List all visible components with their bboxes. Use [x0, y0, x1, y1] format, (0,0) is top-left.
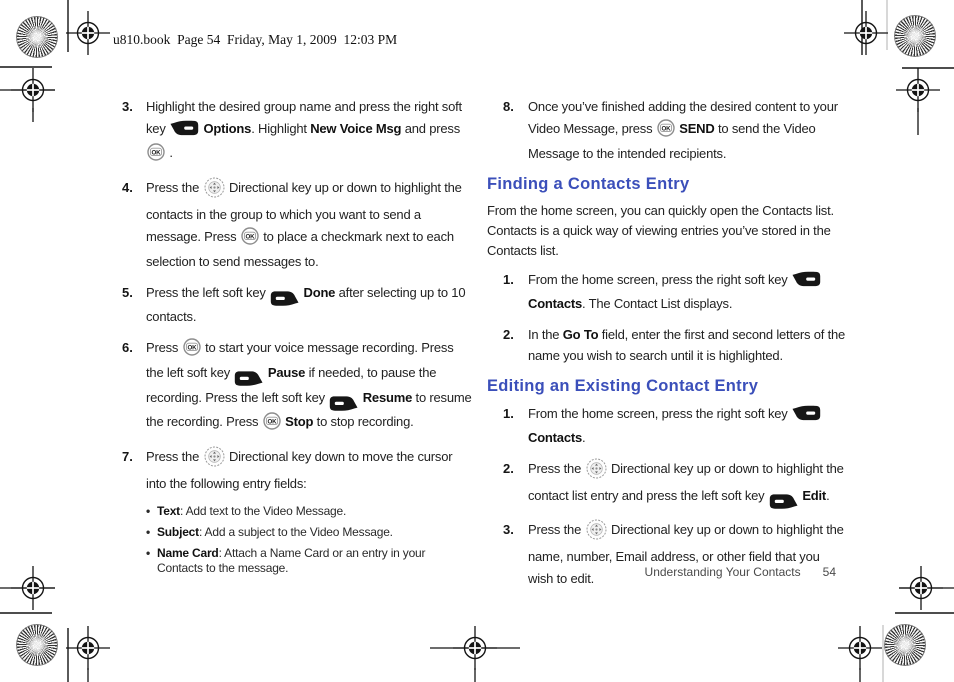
footer-page-number: 54: [822, 565, 836, 579]
step-text: [146, 96, 474, 168]
text-run: .: [166, 145, 173, 160]
bold-text: Contacts: [528, 296, 583, 311]
text-run: From the home screen, you can quickly open the Contacts list. Contacts is a quick way of viewing entries you’ve stored in the Contacts list.: [487, 202, 834, 258]
column-right: [487, 96, 847, 598]
text-run: Once you’ve finished adding the desired content to your Video Message, press: [528, 99, 838, 136]
step-item: [122, 337, 474, 437]
page-footer: [487, 565, 836, 579]
bullet-item: [146, 546, 474, 576]
step-item: [122, 177, 474, 273]
directional-key-icon: [204, 177, 225, 205]
bullet-dot: •: [146, 524, 151, 539]
text-run: Directional key up or down to highlight the contacts in the group to which you want to send a message. Press: [146, 179, 462, 244]
ok-key-icon: [183, 338, 201, 363]
column-left: [122, 96, 474, 582]
text-run: to stop recording.: [313, 414, 414, 429]
bullet-item: [146, 525, 474, 540]
left-soft-key-icon: [234, 364, 263, 387]
text-run: Press the left soft key: [146, 284, 270, 300]
bold-text: Edit: [802, 488, 827, 503]
bullet-dot: •: [146, 545, 151, 560]
footer-section-title: Understanding Your Contacts: [644, 565, 801, 579]
directional-key-icon: [586, 519, 607, 547]
ok-key-icon: [657, 119, 675, 144]
svg-text:OK: OK: [151, 149, 161, 157]
bold-text: Contacts: [528, 430, 583, 445]
step-item: [487, 96, 847, 165]
step-number: 2.: [503, 326, 514, 342]
right-soft-key-icon: [792, 405, 821, 428]
pinwheel-mark-icon: [894, 15, 936, 57]
step-number: 2.: [503, 460, 514, 476]
step-number: 1.: [503, 405, 514, 421]
ok-key-icon: [147, 143, 165, 168]
bold-text: Stop: [285, 414, 314, 429]
step-text: [528, 403, 847, 449]
bold-text: SEND: [679, 120, 715, 136]
step-text: [146, 177, 474, 273]
text-run: to send the Video Message to the intended recipients.: [528, 120, 816, 161]
section-heading: Finding a Contacts Entry: [487, 174, 690, 193]
text-run: From the home screen, press the right soft key: [528, 271, 791, 287]
step-item: [122, 96, 474, 168]
step-number: 7.: [122, 448, 133, 464]
text-run: .: [826, 488, 830, 503]
bold-text: Done: [303, 284, 336, 300]
paragraph: [487, 201, 847, 261]
text-run: : Add text to the Video Message.: [179, 503, 347, 518]
step-text: [528, 458, 847, 510]
bold-text: New Voice Msg: [310, 120, 402, 136]
bullet-item: [146, 504, 474, 519]
ok-key-icon: [263, 412, 281, 437]
text-run: In the: [528, 326, 563, 342]
document-header: u810.book Page 54 Friday, May 1, 2009 12:03 PM: [113, 32, 398, 47]
text-run: Highlight the desired group name and press the right soft key: [146, 99, 462, 136]
bold-text: Subject: [157, 524, 199, 539]
section-heading: Editing an Existing Contact Entry: [487, 376, 759, 395]
directional-key-icon: [204, 446, 225, 474]
pinwheel-mark-icon: [16, 16, 58, 58]
step-number: 1.: [503, 271, 514, 287]
text-run: .: [582, 430, 586, 445]
right-soft-key-icon: [792, 271, 821, 294]
text-run: and press: [401, 120, 460, 136]
text-run: Directional key up or down to highlight the name, number, Email address, or other field that you wish to edit.: [528, 521, 844, 586]
text-run: . The Contact List displays.: [582, 296, 733, 311]
step-item: [487, 324, 847, 367]
step-text: [528, 324, 847, 367]
step-number: 8.: [503, 99, 514, 114]
bullet-text: [157, 504, 346, 519]
text-run: to place a checkmark next to each selection to send messages to.: [146, 228, 454, 269]
pinwheel-mark-icon: [884, 624, 926, 666]
text-run: . Highlight: [251, 120, 311, 136]
step-text: [528, 96, 847, 165]
svg-text:OK: OK: [267, 418, 277, 426]
left-soft-key-icon: [270, 284, 299, 307]
step-number: 6.: [122, 339, 133, 355]
svg-text:OK: OK: [245, 232, 255, 240]
step-item: [122, 282, 474, 328]
step-item: [487, 269, 847, 315]
step-number: 3.: [503, 521, 514, 537]
step-text: [146, 446, 474, 495]
step-number: 3.: [122, 99, 133, 114]
bold-text: Text: [157, 503, 180, 518]
bold-text: Name Card: [157, 545, 219, 560]
directional-key-icon: [586, 458, 607, 486]
bullet-text: [157, 525, 393, 540]
text-run: Directional key down to move the cursor into the following entry fields:: [146, 448, 453, 491]
step-item: [487, 403, 847, 449]
left-soft-key-icon: [769, 487, 798, 510]
text-run: field, enter the first and second letters of the name you wish to search until it is highlighted.: [528, 326, 846, 363]
text-run: : Add a subject to the Video Message.: [198, 524, 393, 539]
text-run: : Attach a Name Card or an entry in your Contacts to the message.: [157, 545, 426, 575]
bold-text: Options: [203, 120, 252, 136]
text-run: if needed, to pause the recording. Press the left soft key: [146, 365, 437, 405]
text-run: Press: [146, 339, 182, 355]
text-run: to resume the recording. Press: [146, 389, 472, 429]
bullet-text: [157, 546, 474, 576]
right-soft-key-icon: [170, 120, 199, 143]
text-run: after selecting up to 10 contacts.: [146, 284, 466, 324]
step-number: 4.: [122, 179, 133, 195]
bold-text: Resume: [362, 389, 413, 405]
text-run: Press the: [146, 448, 203, 464]
step-text: [146, 282, 474, 328]
text-run: From the home screen, press the right soft key: [528, 405, 791, 421]
step-text: [528, 269, 847, 315]
bold-text: Pause: [267, 365, 306, 380]
text-run: Press the: [146, 179, 203, 195]
ok-key-icon: [241, 227, 259, 252]
bold-text: Go To: [562, 326, 599, 342]
svg-text:OK: OK: [661, 124, 671, 132]
pinwheel-mark-icon: [16, 624, 58, 666]
step-item: [487, 458, 847, 510]
bullet-dot: •: [146, 503, 151, 518]
step-number: 5.: [122, 284, 133, 300]
svg-text:OK: OK: [187, 343, 197, 351]
text-run: to start your voice message recording. Press the left soft key: [146, 339, 454, 380]
step-item: [122, 446, 474, 495]
step-text: [146, 337, 474, 437]
text-run: Directional key up or down to highlight the contact list entry and press the left soft key: [528, 460, 844, 503]
text-run: Press the: [528, 521, 585, 537]
left-soft-key-icon: [329, 389, 358, 412]
text-run: Press the: [528, 460, 585, 476]
